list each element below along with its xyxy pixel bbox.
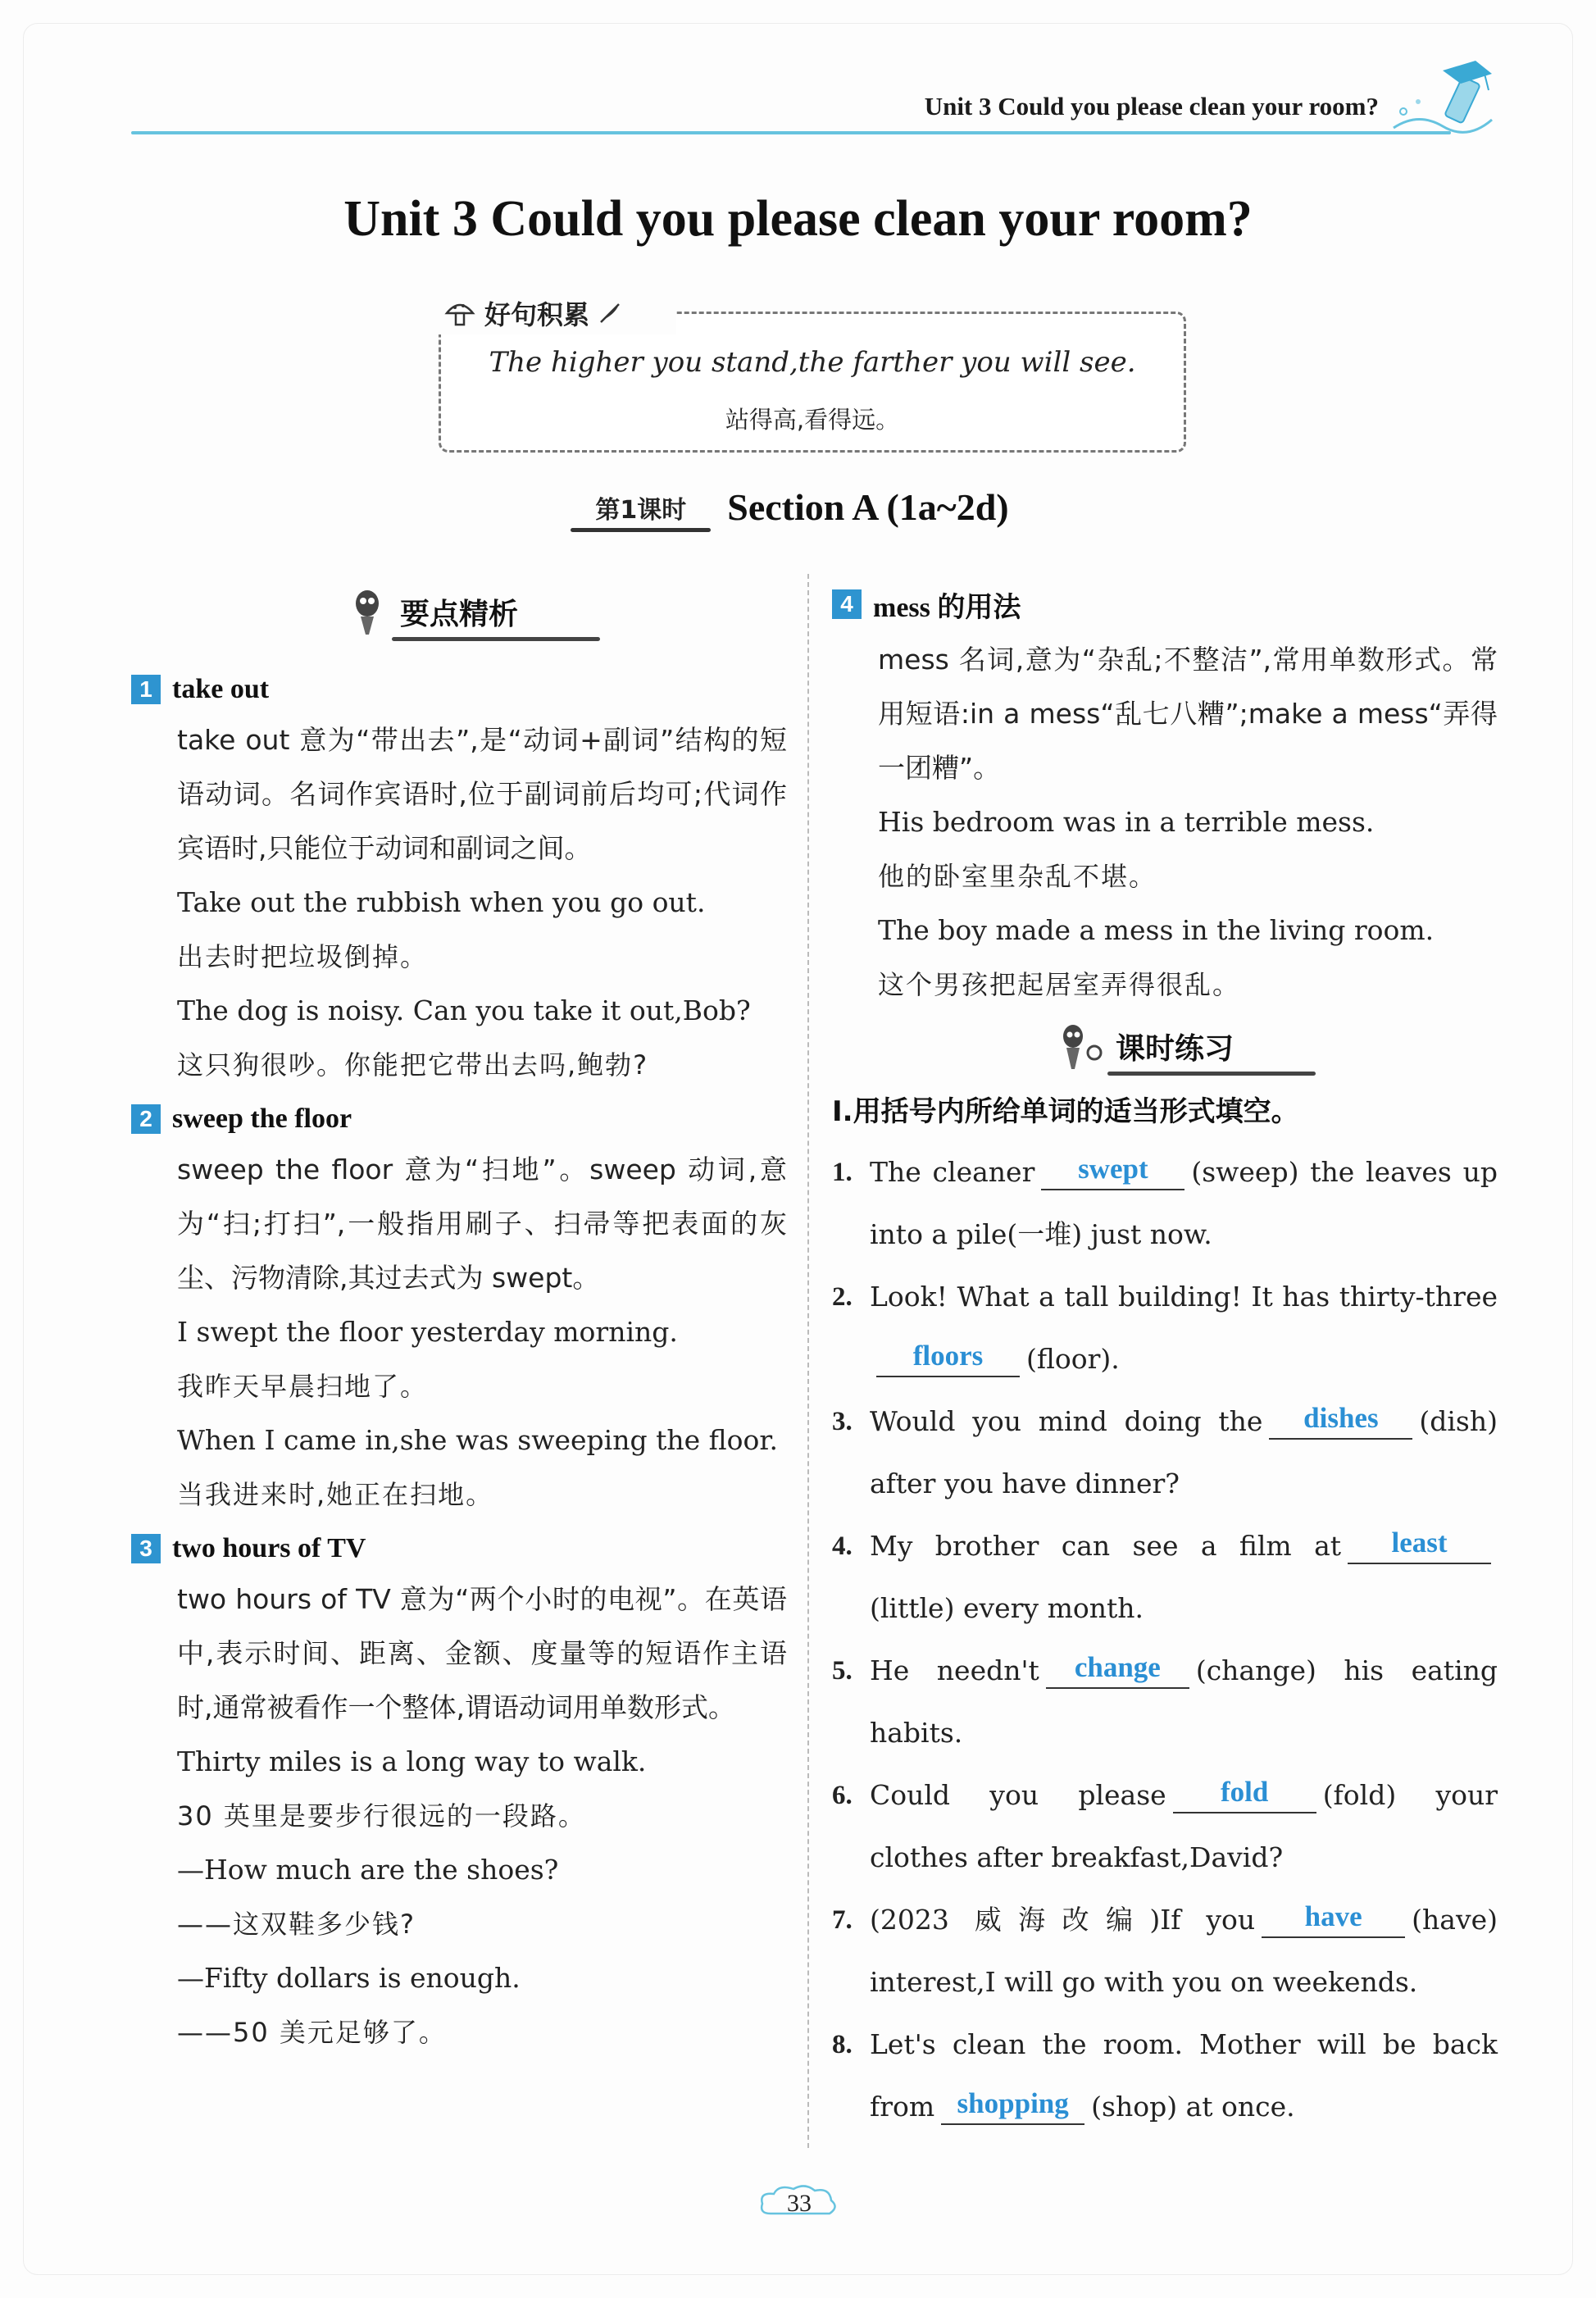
exercise-text-before: He needn't [870,1654,1039,1686]
example-chinese: 出去时把垃圾倒掉。 [177,941,429,972]
answer-blank[interactable] [1173,1776,1316,1813]
exercise-item [832,1640,1498,1764]
answer-text: least [1391,1527,1448,1559]
exercise-text-after: (sweep) the leaves up into a pile(一堆) just now. [870,1156,1498,1250]
key-points-title: 要点精析 [400,591,551,633]
point-number-badge: 1 [131,675,161,704]
point-1 [131,662,787,1092]
exercise-item [832,1764,1498,1889]
example-english: —Fifty dollars is enough. [177,1962,521,1994]
motto-label-text: 好句积累 [484,299,590,330]
exercise-text-after: (dish) after you have dinner? [870,1405,1498,1499]
point-number-badge: 3 [131,1534,161,1563]
answer-text: fold [1221,1776,1269,1808]
example-chinese: 这个男孩把起居室弄得很乱。 [878,969,1241,1000]
exercise-number: 3. [832,1407,853,1436]
exercise-text-before: Could you please [870,1779,1166,1811]
exercise-text-after: (have) interest,I will go with you on weekends. [870,1904,1498,1998]
point-title: two hours of TV [172,1533,366,1563]
quill-icon [598,301,622,325]
page-title: Unit 3 Could you please clean your room? [343,191,1253,247]
example-english: —How much are the shoes? [177,1854,559,1886]
point-2 [131,1092,787,1522]
right-column [832,577,1498,2138]
point-title: mess 的用法 [873,592,1021,623]
answer-blank[interactable] [1348,1527,1491,1564]
pencil-mascot-icon [344,585,390,638]
example-chinese: ——这双鞋多少钱? [177,1909,416,1940]
example-english: I swept the floor yesterday morning. [177,1316,678,1348]
exercise-text-before: The cleaner [870,1156,1035,1188]
point-title: take out [172,674,270,704]
answer-blank[interactable] [1269,1402,1412,1440]
mushroom-icon [443,297,476,330]
page-number-text: 33 [787,2190,812,2217]
motto-chinese: 站得高,看得远。 [725,406,900,434]
point-3 [131,1522,787,2059]
exercise-title: 课时练习 [1116,1026,1266,1067]
exercise-number: 6. [832,1781,853,1810]
answer-blank[interactable] [876,1340,1020,1377]
header-rule [131,131,1451,134]
exercise-number: 8. [832,2030,853,2059]
left-column [131,662,787,2059]
example-chinese: 他的卧室里杂乱不堪。 [878,861,1157,892]
exercise-item [832,1141,1498,1266]
example-english: The dog is noisy. Can you take it out,Bob? [177,994,751,1026]
lesson-title: Section A (1a~2d) [727,486,1009,528]
point-number-badge: 2 [131,1104,161,1134]
running-header: Unit 3 Could you please clean your room? [924,92,1379,121]
exercise-text-before: My brother can see a film at [870,1530,1341,1562]
example-english: His bedroom was in a terrible mess. [878,806,1375,838]
example-english: Take out the rubbish when you go out. [177,886,706,918]
example-chinese: ——50 美元足够了。 [177,2017,447,2048]
example-english: Thirty miles is a long way to walk. [177,1745,647,1777]
answer-text: change [1074,1651,1161,1683]
exercise-list [832,1141,1498,2138]
exercise-item [832,1266,1498,1390]
answer-blank[interactable] [1041,1153,1184,1190]
answer-text: floors [912,1340,984,1372]
pencil-mascot-icon [1053,1020,1106,1072]
answer-text: shopping [957,2087,1069,2119]
motto-label [439,292,676,334]
example-chinese: 这只狗很吵。你能把它带出去吗,鲍勃? [177,1049,649,1081]
example-chinese: 我昨天早晨扫地了。 [177,1371,429,1402]
exercise-text-after: (floor). [1026,1343,1120,1375]
exercise-number: 7. [832,1905,853,1935]
exercise-item [832,2014,1498,2138]
answer-text: dishes [1303,1402,1379,1434]
motto-english: The higher you stand,the farther you will see. [489,346,1136,379]
exercise-item [832,1889,1498,2014]
answer-blank[interactable] [1046,1651,1189,1689]
example-english: The boy made a mess in the living room. [878,914,1435,946]
point-number-badge: 4 [832,589,862,619]
page-number [754,2181,844,2227]
exercise-text-before: Let's clean the room. Mother will be back from [870,2028,1498,2123]
exercise-heading: Ⅰ.用括号内所给单词的适当形式填空。 [832,1095,1299,1128]
point-explanation: sweep the floor 意为“扫地”。sweep 动词,意为“扫;打扫”,一般指用刷子、扫帚等把表面的灰尘、污物清除,其过去式为 swept。 [177,1154,787,1294]
answer-blank[interactable] [941,2087,1084,2125]
key-points-banner [344,582,551,641]
answer-text: have [1304,1900,1362,1932]
example-chinese: 30 英里是要步行很远的一段路。 [177,1800,586,1832]
exercise-number: 1. [832,1158,853,1187]
point-explanation: mess 名词,意为“杂乱;不整洁”,常用单数形式。常用短语:in a mess“乱七八糟”;make a mess“弄得一团糟”。 [878,644,1498,784]
exercise-text-before: Would you mind doing the [870,1405,1263,1437]
point-title: sweep the floor [172,1103,352,1134]
exercise-banner [1053,1017,1498,1076]
exercise-text-before: (2023 威海改编)If you [870,1904,1256,1936]
point-4 [832,577,1498,1012]
point-explanation: take out 意为“带出去”,是“动词+副词”结构的短语动词。名词作宾语时,位于副词前后均可;代词作宾语时,只能位于动词和副词之间。 [177,724,787,864]
exercise-text-after: (shop) at once. [1091,2091,1295,2123]
exercise-number: 5. [832,1656,853,1686]
column-divider [807,574,809,2148]
answer-blank[interactable] [1262,1900,1405,1938]
exercise-text-before: Look! What a tall building! It has thirty-three [870,1281,1498,1313]
point-explanation: two hours of TV 意为“两个小时的电视”。在英语中,表示时间、距离、金额、度量等的短语作主语时,通常被看作一个整体,谓语动词用单数形式。 [177,1583,787,1723]
lesson-line [0,485,1596,529]
example-chinese: 当我进来时,她正在扫地。 [177,1479,494,1510]
exercise-text-after: (change) his eating habits. [870,1654,1498,1749]
graduation-pencil-icon [1385,54,1500,144]
exercise-text-after: (fold) your clothes after breakfast,David? [870,1779,1498,1873]
exercise-text-after: (little) every month. [870,1592,1144,1624]
lesson-tag: 第1课时 [587,488,694,527]
example-english: When I came in,she was sweeping the floor. [177,1424,778,1456]
exercise-item [832,1515,1498,1640]
answer-text: swept [1078,1153,1148,1185]
exercise-number: 4. [832,1531,853,1561]
exercise-item [832,1390,1498,1515]
exercise-number: 2. [832,1282,853,1312]
